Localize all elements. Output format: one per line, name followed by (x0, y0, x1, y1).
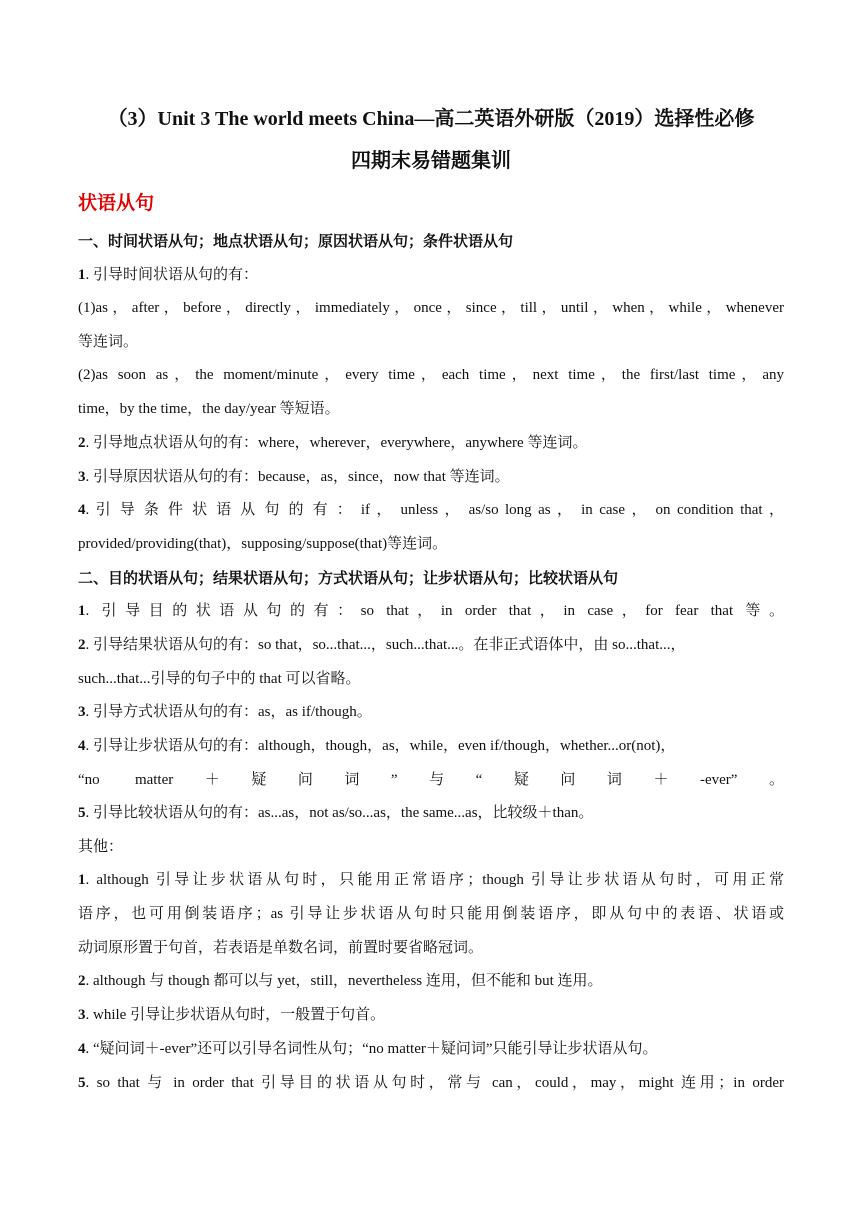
body-line (78, 901, 784, 927)
item-number: 4 (78, 1041, 86, 1057)
item-text: 语序，也可用倒装语序；as 引导让步状语从句时只能用倒装语序，即从句中的表语、状语或 (78, 906, 784, 922)
item-number: 2 (78, 973, 86, 989)
subsection-heading: 一、时间状语从句；地点状语从句；原因状语从句；条件状语从句 (78, 232, 514, 250)
item-number: 1 (78, 872, 86, 888)
body-line (78, 968, 784, 994)
body-line (78, 699, 784, 725)
body-line (78, 800, 784, 826)
item-number: 1 (78, 267, 86, 283)
item-text: . so that 与 in order that 引导目的状语从句时，常与 can，could，may，might 连用；in order (85, 1075, 784, 1091)
item-number: 2 (78, 435, 86, 451)
item-text: provided/providing(that)，supposing/suppose(that)等连词。 (78, 536, 448, 552)
body-line (78, 430, 784, 456)
body-line (78, 329, 784, 355)
item-number: 3 (78, 704, 86, 720)
item-text: . “疑问词＋-ever”还可以引导名词性从句；“no matter＋疑问词”只能引导让步状语从句。 (85, 1041, 658, 1057)
section-heading: 状语从句 (78, 192, 155, 214)
item-text: . although 引导让步状语从句时，只能用正常语序；though 引导让步状语从句时，可用正常 (85, 872, 784, 888)
body-line (78, 767, 784, 793)
item-text: . 引导原因状语从句的有：because，as，since，now that 等连词。 (85, 469, 510, 485)
item-text: 动词原形置于句首，若表语是单数名词，前置时要省略冠词。 (78, 940, 484, 956)
body-line (78, 295, 784, 321)
item-text: . 引导让步状语从句的有：although，though，as，while，even if/though，whether...or(not)， (85, 738, 676, 754)
item-text: . 引 导 条 件 状 语 从 句 的 有 ： if ， unless ， as/so long as ， in case ， on condition that ， (85, 502, 784, 518)
body-line (78, 362, 784, 388)
body-line (78, 733, 784, 759)
subsection-heading: 二、目的状语从句；结果状语从句；方式状语从句；让步状语从句；比较状语从句 (78, 569, 619, 587)
item-number: 4 (78, 502, 86, 518)
item-text: (1)as，after，before，directly，immediately，once，since，till，until，when，while，whenever (78, 300, 784, 316)
document-title (72, 98, 790, 182)
item-number: 5 (78, 1075, 86, 1091)
body-line (78, 867, 784, 893)
body-line (78, 666, 784, 692)
body-line (78, 396, 784, 422)
item-text: such...that...引导的句子中的 that 可以省略。 (78, 671, 361, 687)
item-text: . 引导地点状语从句的有：where，wherever，everywhere，anywhere 等连词。 (85, 435, 588, 451)
item-text: . while 引导让步状语从句时，一般置于句首。 (85, 1007, 386, 1023)
body-line (78, 497, 784, 523)
item-text: . although 与 though 都可以与 yet，still，nevertheless 连用，但不能和 but 连用。 (85, 973, 603, 989)
body-line (78, 935, 784, 961)
body-line (78, 1036, 784, 1062)
item-number: 2 (78, 637, 86, 653)
others-label: 其他： (78, 839, 124, 855)
title-line-1: （3）Unit 3 The world meets China—高二英语外研版（2019）选择性必修 (107, 108, 755, 130)
body-line (78, 1070, 784, 1096)
item-text: time，by the time，the day/year 等短语。 (78, 401, 340, 417)
item-text: . 引导方式状语从句的有：as，as if/though。 (85, 704, 372, 720)
item-number: 5 (78, 805, 86, 821)
body-line (78, 464, 784, 490)
item-text: . 引导时间状语从句的有： (85, 267, 259, 283)
title-line-2: 四期末易错题集训 (351, 150, 511, 172)
item-text: 等连词。 (78, 334, 139, 350)
item-text: . 引导结果状语从句的有：so that，so...that...，such...that...。在非正式语体中，由 so...that...， (85, 637, 686, 653)
item-text: . 引导比较状语从句的有：as...as，not as/so...as，the same...as，比较级＋than。 (85, 805, 594, 821)
item-text: . 引导目的状语从句的有：so that，in order that，in case，for fear that 等。 (85, 603, 784, 619)
body-line (78, 598, 784, 624)
body-line (78, 531, 784, 557)
body-line (78, 262, 784, 288)
item-number: 3 (78, 1007, 86, 1023)
item-text: (2)as soon as，the moment/minute，every time，each time，next time，the first/last time，any (78, 367, 784, 383)
item-number: 3 (78, 469, 86, 485)
body-line (78, 632, 784, 658)
item-text: “no matter＋疑问词”与“疑问词＋-ever”。 (78, 772, 784, 788)
item-number: 1 (78, 603, 86, 619)
body-line (78, 1002, 784, 1028)
item-number: 4 (78, 738, 86, 754)
